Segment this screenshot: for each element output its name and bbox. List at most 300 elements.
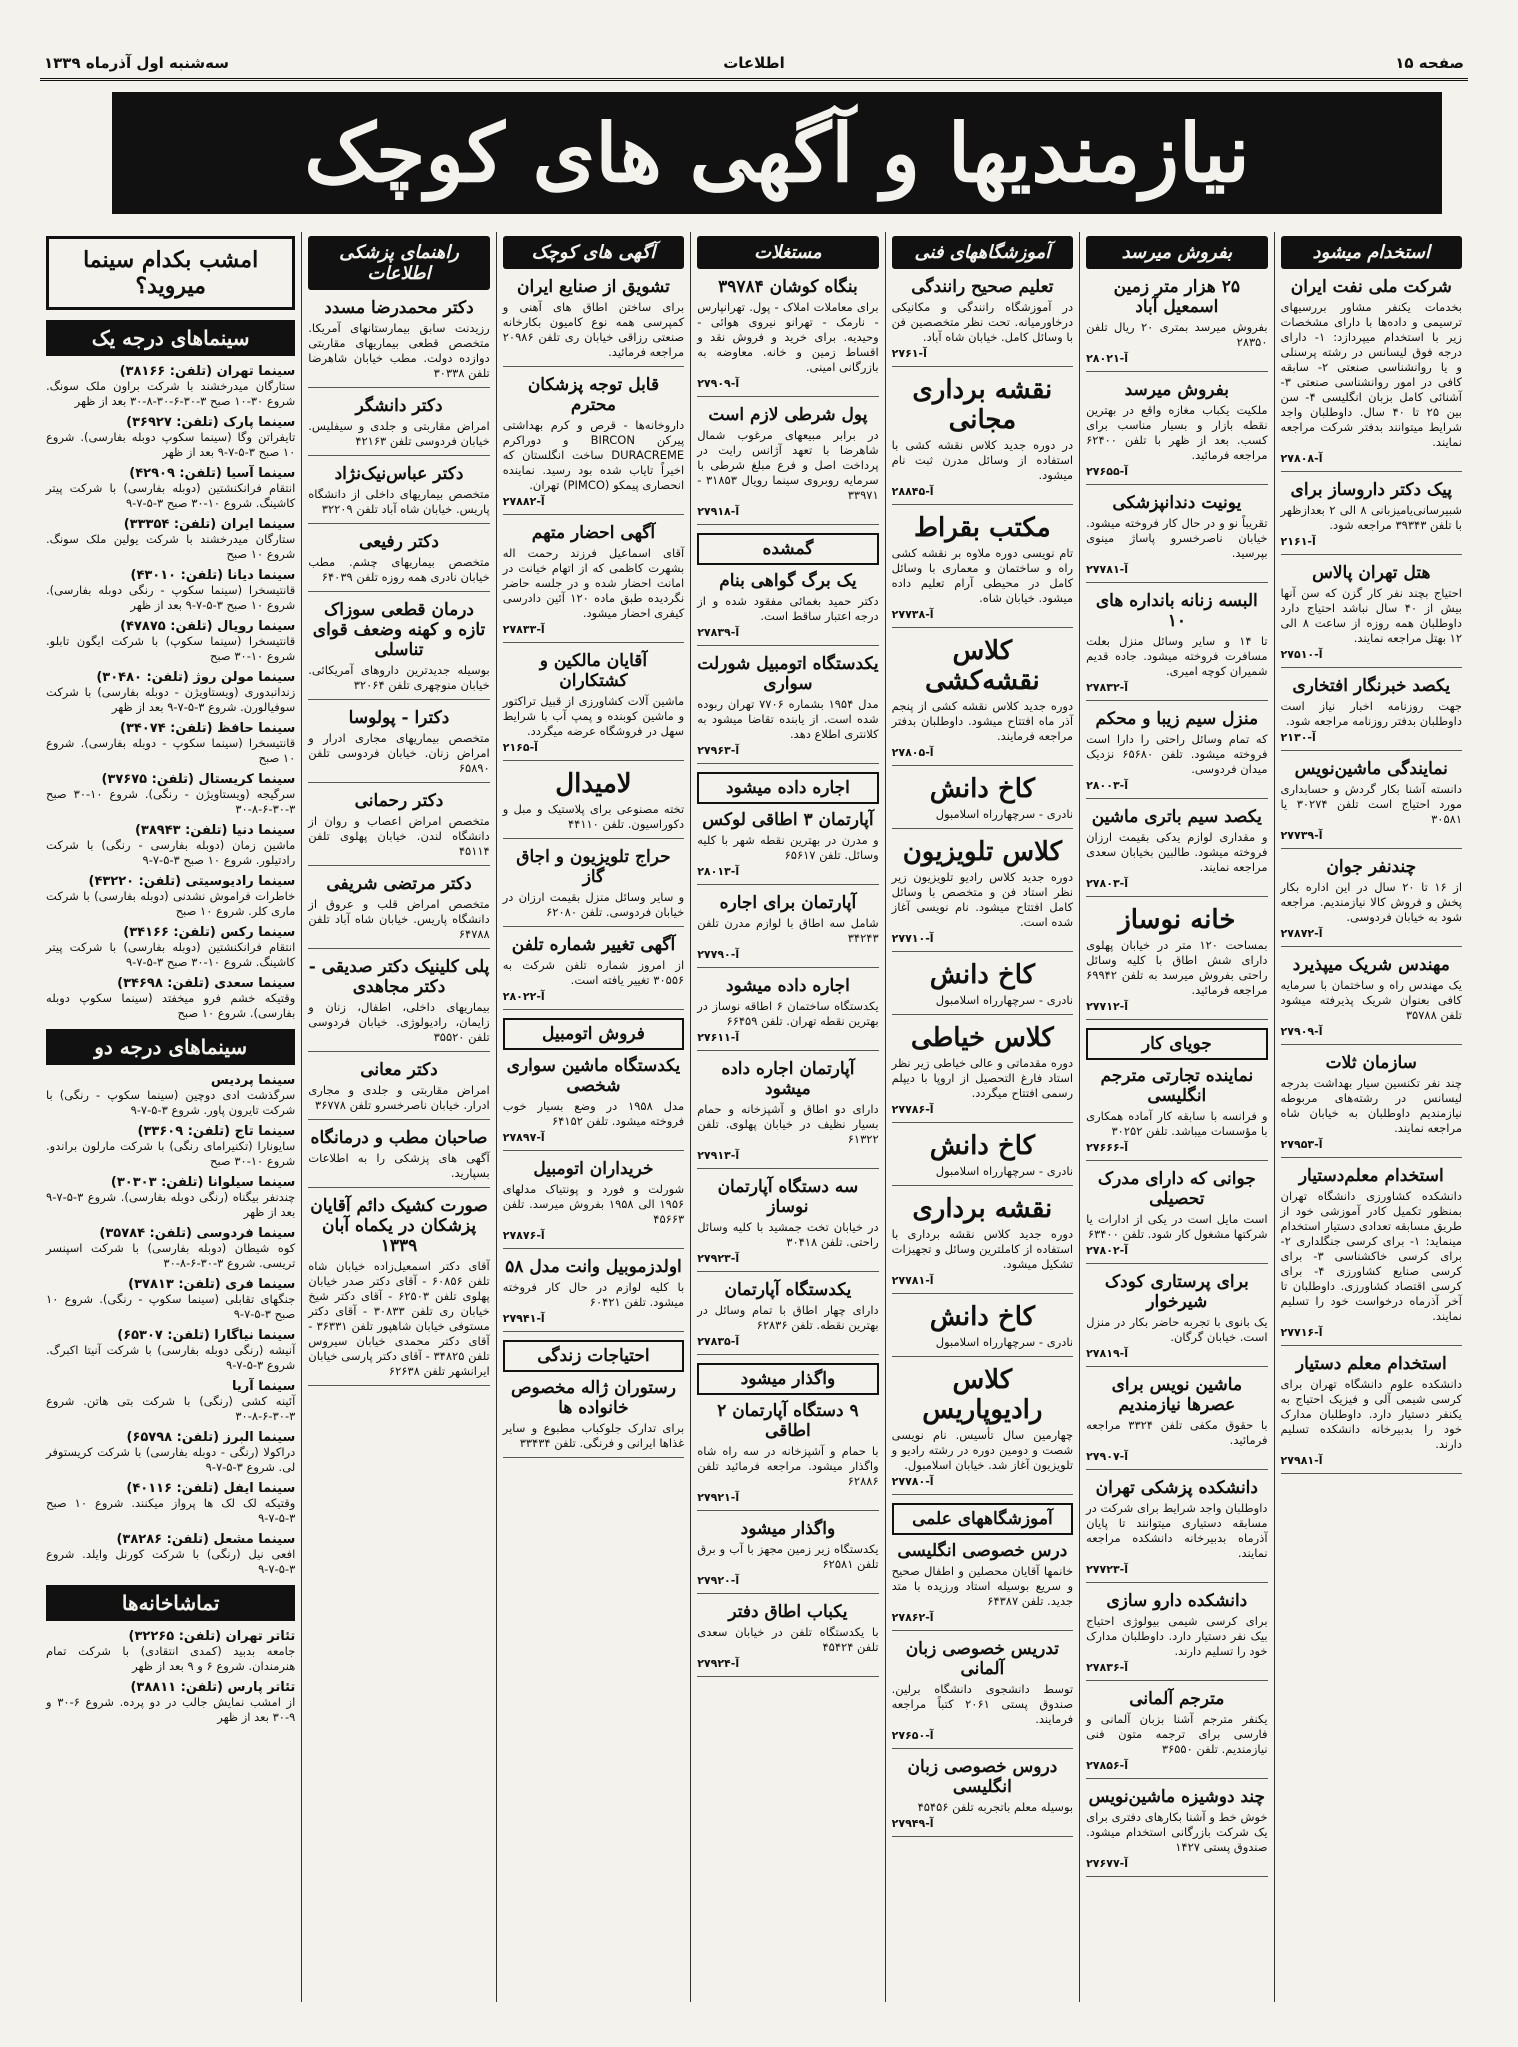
- classified-ad: [697, 1280, 878, 1355]
- cinema-program: چندنفر بیگناه (رنگی دوبله بفارسی). شروع ۳-۵-۷-۹ بعد از ظهر: [46, 1190, 296, 1219]
- classified-ad: [503, 1257, 684, 1332]
- ad-title: یکدستگاه آپارتمان: [724, 1280, 852, 1300]
- ad-code: آ-۲۷۶۱۱: [697, 1031, 740, 1044]
- classified-ad: [892, 277, 1073, 367]
- cinema-program: سرگیجه (ویستاویژن - رنگی). شروع ۱۰-۳۰ صبح ۳-۳۰-۶-۸-۳۰: [46, 787, 296, 816]
- ad-title: پول شرطی لازم است: [708, 405, 868, 425]
- ad-text: نادری - سرچهارراه اسلامبول: [935, 993, 1074, 1007]
- ad-text: چهارمین سال تأسیس. نام نویسی شصت و دومین دوره در رشته رادیو و تلویزیون آغاز شد. خیابان اسلامبول.: [891, 1428, 1074, 1472]
- ad-text: و فرانسه با سابقه کار آماده همکاری با مؤسسات میباشد. تلفن ۳۰۲۵۲: [1086, 1109, 1268, 1138]
- cinema-listing: [46, 925, 295, 970]
- ad-text: نادری - سرچهارراه اسلامبول: [935, 807, 1074, 821]
- ad-text: دوره مقدماتی و عالی خیاطی زیر نظر استاد فارغ التحصیل از اروپا با دیپلم رسمی افتتاح میگردد.: [891, 1056, 1074, 1100]
- ad-title: آپارتمان ۳ اطاقی لوکس: [702, 810, 874, 830]
- classified-ad: [1086, 380, 1267, 485]
- ad-title: مترجم آلمانی: [1129, 1689, 1225, 1709]
- cinema-listing: [46, 1226, 295, 1271]
- ad-title: کاخ دانش: [929, 1131, 1036, 1161]
- classified-ad: [697, 810, 878, 885]
- ad-title: نقشه برداری مجانی: [912, 375, 1053, 435]
- cinema-listing: [46, 1629, 295, 1674]
- ad-column: [301, 232, 495, 2002]
- ad-text: جهت روزنامه اخبار نیاز است داوطلبان بدفتر روزنامه مراجعه شود.: [1280, 699, 1462, 728]
- classified-ad: [892, 375, 1073, 505]
- ad-text: تام نویسی دوره ملاوه بر نقشه کشی راه و ساختمان و معماری با وسائل کامل در محیطی آرام تعلیم داده میشود. خیابان شاه.: [891, 546, 1074, 605]
- classified-ad: [503, 769, 684, 839]
- ad-title: واگذار میشود: [740, 1519, 836, 1539]
- ad-text: بمساحت ۱۲۰ متر در خیابان پهلوی دارای شش اطاق با کلیه وسائل راحتی بفروش میرسد به تلفن ۶۹۹۴۲ مراجعه فرمائید.: [1086, 938, 1268, 997]
- classified-ad: [697, 571, 878, 646]
- ad-code: آ-۲۸۰۲۲: [502, 990, 545, 1003]
- ad-text: متخصص بیماریهای مجاری ادرار و امراض زنان. خیابان فردوسی تلفن ۶۵۸۹۰: [308, 731, 490, 775]
- ad-title: یکباب اطاق دفتر: [728, 1602, 848, 1622]
- cinema-listing: [46, 823, 295, 868]
- ad-column: [40, 232, 301, 2002]
- ad-text: امراض مقاربتی و جلدی و مجاری ادرار. خیابان ناصرخسرو تلفن ۳۶۷۷۸: [308, 1083, 490, 1112]
- ad-text: یک بانوی با تجربه حاضر بکار در منزل است. خیابان گرگان.: [1086, 1315, 1268, 1344]
- cinema-program: انتقام فرانکنشتین (دوبله بفارسی) با شرکت پیتر کاشینگ. شروع ۱۰-۳۰ صبح ۳-۵-۷-۹: [46, 481, 296, 510]
- ad-text: دارای چهار اطاق با تمام وسائل در بهترین نقطه. تلفن ۶۲۸۳۶: [697, 1303, 879, 1332]
- ad-text: ملکیت یکباب مغازه واقع در بهترین نقطه بازار و بسیار مناسب برای کسب. بعد از ظهر با تلفن ۶۲۴۰۰ مراجعه فرمائید.: [1086, 403, 1268, 462]
- ad-text: دوره جدید کلاس نقشه کشی از پنجم آذر ماه افتتاح میشود. داوطلبان بدفتر مراجعه فرمایند.: [891, 699, 1074, 743]
- section-heading: سینماهای درجه یک: [46, 320, 295, 356]
- cinema-program: آنیشه (رنگی دوبله بفارسی) با شرکت آنیتا اکبرگ. شروع ۳-۵-۷-۹: [46, 1343, 296, 1372]
- cinema-name: سینما آریا: [232, 1379, 296, 1394]
- ad-text: و مقداری لوازم یدکی بقیمت ارزان فروخته میشود. طالبین بخیابان سعدی مراجعه نمایند.: [1086, 830, 1268, 874]
- classified-ad: [308, 1196, 489, 1386]
- cinema-name: سینما دنیا (تلفن: ۳۸۹۴۳): [134, 823, 296, 838]
- ad-title: سه دستگاه آپارتمان نوساز: [717, 1177, 859, 1217]
- cinema-listing: [46, 1430, 295, 1475]
- ad-title: استخدام معلم‌دستیار: [1298, 1166, 1444, 1186]
- ad-title: آگهی تغییر شماره تلفن: [511, 935, 676, 955]
- cinema-name: سینما فردوسی (تلفن: ۳۵۷۸۴): [99, 1226, 296, 1241]
- ad-text: یکدستگاه زیر زمین مجهز با آب و برق تلفن ۶۲۵۸۱: [697, 1542, 879, 1571]
- ad-text: دوره جدید کلاس رادیو تلویزیون زیر نظر استاد فن و متخصص با وسائل کامل افتتاح میشود. نام نویسی آغاز شده است.: [891, 870, 1074, 929]
- classified-ad: [308, 1060, 489, 1120]
- ad-text: با کلیه لوازم در حال کار فروخته میشود. تلفن ۶۰۴۲۱: [502, 1280, 685, 1309]
- ad-code: آ-۲۷۷۱۲: [1086, 1000, 1129, 1013]
- classified-ad: [1086, 1591, 1267, 1681]
- classified-ad: [892, 1302, 1073, 1357]
- section-heading: اجاره داده میشود: [697, 772, 878, 804]
- ad-title: چند دوشیزه ماشین‌نویس: [1088, 1787, 1265, 1807]
- ad-text: دانشکده کشاورزی دانشگاه تهران بمنظور تکمیل کادر آموزشی خود از طریق مسابقه تعدادی دستیار استخدام مینماید: ۱- برای کرسی جنگلداری ۲- برای کرسی خاکشناسی ۳- برای کرسی صنایع کشاورزی ۴- برای کرسی اقتصاد کشاورزی. داوطلبان تا آخر آذرماه درخواست خود را تسلیم نمایند.: [1280, 1189, 1463, 1323]
- section-heading: آموزشگاههای فنی: [892, 236, 1073, 269]
- classified-ad: [1086, 1787, 1267, 1877]
- ad-code: آ-۲۷۸۹۷: [502, 1131, 545, 1144]
- classified-ad: [1281, 676, 1462, 751]
- cinema-program: ستارگان میدرخشند با شرکت براون ملک سونگ. شروع ۳۰-۱۰ صبح ۳-۳۰-۶-۳۰-۸-۳۰ بعد از ظهر: [46, 379, 296, 408]
- cinema-name: سینما کریستال (تلفن: ۳۷۶۷۵): [101, 772, 296, 787]
- ad-title: نقشه برداری: [912, 1194, 1053, 1224]
- classified-ad: [892, 1757, 1073, 1837]
- ad-text: تخته مصنوعی برای پلاستیک و مبل و دکوراسیون. تلفن ۴۴۱۱۰: [502, 802, 685, 831]
- ad-code: آ-۲۷۸۰۲: [1086, 1244, 1129, 1257]
- section-heading: آگهی های کوچک: [503, 236, 684, 269]
- classified-ad: [1086, 277, 1267, 372]
- cinema-listing: [46, 1277, 295, 1322]
- classified-ad: [308, 532, 489, 592]
- ad-column: [885, 232, 1079, 2002]
- ad-title: منزل سیم زیبا و محکم: [1095, 709, 1259, 729]
- ad-code: آ-۲۷۹۱۳: [697, 1149, 740, 1162]
- ad-text: شورلت و فورد و پونتیاک مدلهای ۱۹۵۶ الی ۱۹۵۸ بفروش میرسد. تلفن ۴۵۶۶۳: [502, 1182, 685, 1226]
- ad-text: توسط دانشجوی دانشگاه برلین. صندوق پستی ۲۰۶۱ کتباً مراجعه فرمایند.: [891, 1682, 1074, 1726]
- ad-text: برای ساختن اطاق های آهنی و کمپرسی همه نوع کامیون بکارخانه صنعتی رزاقی خیابان ری تلفن ۲۰۹۸۶ مراجعه فرمائید.: [502, 300, 685, 359]
- ad-code: آ-۲۷۶۷۷: [1086, 1857, 1129, 1870]
- ad-text: دانسته آشنا بکار گردش و حسابداری مورد احتیاج است تلفن ۳۰۲۷۴ یا ۳۰۵۸۱: [1280, 782, 1462, 826]
- ad-code: آ-۲۷۸۷۲: [1280, 927, 1323, 940]
- ad-code: آ-۲۷۹۶۳: [697, 744, 740, 757]
- ad-text: احتیاج بچند نفر کار گزن که سن آنها بیش از ۴۰ سال نباشد احتیاج دارد داوطلبان همه روزه از ساعت ۸ الی ۱۲ بهتل مراجعه نمایند.: [1280, 586, 1462, 645]
- classified-ad: [308, 298, 489, 388]
- cinema-program: قانتیسخرا (سینما سکوپ) با شرکت ایگون تابلو. شروع ۱۰-۳۰ صبح: [46, 634, 296, 663]
- ad-title: مهندس شریک میپذیرد: [1292, 955, 1450, 975]
- ad-code: آ-۲۷۷۱۶: [1280, 1326, 1323, 1339]
- ad-title: آپارتمان اجاره داده میشود: [721, 1059, 855, 1099]
- ad-title: آقایان مالکین و کشتکاران: [539, 651, 648, 691]
- ad-text: رزیدنت سابق بیمارستانهای آمریکا. متخصص قطعی بیماریهای مقاربتی دوازده دولت. مطب خیابان شاهرضا تلفن ۳۰۳۳۸: [308, 321, 490, 380]
- cinema-listing: [46, 1328, 295, 1373]
- ad-text: داروخانه‌ها - قرص و کرم بهداشتی پیرکن BIRCON و دوراکرم DURACREME ساخت انگلستان که اخیراً تایاب شده بود رسید. نماینده انحصاری پیمکو (PIMCO) تهران.: [502, 418, 685, 492]
- ad-code: آ-۲۷۷۸۶: [891, 1103, 934, 1116]
- ad-title: بنگاه کوشان ۳۹۷۸۴: [718, 277, 858, 297]
- cinema-listing: [46, 874, 295, 919]
- cinema-listing: [46, 619, 295, 664]
- classified-ad: [697, 893, 878, 968]
- classified-ad: [892, 960, 1073, 1015]
- cinema-name: سینما پردیس: [210, 1073, 296, 1088]
- cinema-name: سینما ایران (تلفن: ۳۳۳۵۴): [123, 517, 296, 532]
- ad-text: دانشکده علوم دانشگاه تهران برای کرسی شیمی آلی و فیزیک احتیاج به یکنفر دستیار دارد. داوطلبان مدارک خود را بدبیرخانه دانشکده تسلیم دارند.: [1280, 1377, 1462, 1451]
- ad-code: آ-۲۷۸۳۵: [697, 1335, 740, 1348]
- ad-text: دوره جدید کلاس نقشه برداری با استفاده از کاملترین وسائل و تجهیزات تشکیل میشود.: [891, 1227, 1074, 1271]
- ad-code: آ-۲۷۸۷۶: [502, 1229, 545, 1242]
- cinema-listing: [46, 568, 295, 613]
- ad-title: بفروش میرسد: [1124, 380, 1229, 400]
- ad-title: تشویق از صنایع ایران: [517, 277, 670, 297]
- classified-ad: [1281, 1354, 1462, 1474]
- ad-title: درمان قطعی سوزاک تازه و کهنه وضعف قوای تناسلی: [312, 600, 486, 660]
- ad-title: کاخ دانش: [929, 960, 1036, 990]
- cinema-listing: [46, 1481, 295, 1526]
- ad-text: شامل سه اطاق با لوازم مدرن تلفن ۳۴۲۴۳: [697, 916, 879, 945]
- ad-code: آ-۲۷۹۲۴: [697, 1657, 740, 1670]
- ad-text: متخصص امراض قلب و عروق از دانشگاه پاریس. خیابان شاه آباد تلفن ۶۴۷۸۸: [308, 897, 490, 941]
- ad-title: دکترا - پولوسا: [348, 708, 450, 728]
- cinema-listing: [46, 1175, 295, 1220]
- ad-title: یکصد سیم باتری ماشین: [1091, 807, 1262, 827]
- cinema-name: سینما رادیوسیتی (تلفن: ۴۳۲۲۰): [88, 874, 296, 889]
- ad-text: شبیرسانی‌یامیزبانی ۸ الی ۲ بعدازظهر با تلفن ۳۹۳۴۳ مراجعه شود.: [1280, 503, 1462, 532]
- classified-ad: [1281, 277, 1462, 472]
- ad-title: درس خصوصی انگلیسی: [897, 1541, 1068, 1561]
- classified-ad: [503, 375, 684, 515]
- classified-ad: [892, 774, 1073, 829]
- cinema-name: سینما نیاگارا (تلفن: ۶۵۳۰۷): [117, 1328, 296, 1343]
- cinema-listing: [46, 976, 295, 1021]
- ad-code: آ-۲۷۶۵۰: [891, 1729, 934, 1742]
- classified-ad: [308, 957, 489, 1052]
- section-heading: آموزشگاههای علمی: [892, 1503, 1073, 1535]
- cinema-program: کوه شیطان (دوبله بفارسی) با شرکت اسپنسر تریسی. شروع ۳-۳۰-۶-۸-۳۰: [46, 1241, 296, 1270]
- classified-ad: [892, 1365, 1073, 1495]
- cinema-listing: [46, 415, 295, 460]
- classified-ad: [697, 1177, 878, 1272]
- classified-ad: [503, 935, 684, 1010]
- ad-title: هتل تهران پالاس: [1312, 563, 1431, 583]
- cinema-listing: [46, 466, 295, 511]
- cinema-program: قانتیسخرا (سینما سکوپ - رنگی دوبله بفارسی). شروع ۱۰ صبح ۳-۵-۷-۹ بعد از ظهر: [46, 583, 296, 612]
- cinema-name: سینما آسیا (تلفن: ۴۲۹۰۹): [129, 466, 296, 481]
- classified-ad: [1086, 709, 1267, 799]
- classified-ad: [308, 874, 489, 949]
- cinema-program: سرگذشت ادی دوچین (سینما سکوپ - رنگی) با شرکت تایرون پاور. شروع ۳-۵-۷-۹: [46, 1088, 296, 1117]
- cinema-name: سینما سعدی (تلفن: ۳۴۶۹۸): [117, 976, 296, 991]
- ad-code: آ-۲۷۹۱۸: [697, 505, 740, 518]
- ad-text: در آموزشگاه رانندگی و مکانیکی درخاورمیانه. تحت نظر متخصصین فن با وسائل کامل. خیابان شاه آباد.: [891, 300, 1074, 344]
- ad-code: آ-۲۷۸۳۶: [1086, 1661, 1129, 1674]
- ad-code: آ-۲۷۶۱: [891, 347, 927, 360]
- classified-ad: [1281, 480, 1462, 555]
- cinema-name: سینما پارک (تلفن: ۳۶۹۲۷): [126, 415, 296, 430]
- ad-title: برای پرستاری کودک شیرخوار: [1104, 1272, 1249, 1312]
- cinema-listing: [46, 1532, 295, 1577]
- ad-text: تا ۱۴ و سایر وسائل منزل بعلت مسافرت فروخته میشود. جاده قدیم شمیران کوچه امیری.: [1086, 634, 1268, 678]
- ad-code: آ-۲۷۷۲۳: [1086, 1563, 1129, 1576]
- ad-code: آ-۲۸۰۱۳: [697, 865, 740, 878]
- ad-title: نماینده تجارتی مترجم انگلیسی: [1100, 1066, 1254, 1106]
- ad-title: چندنفر جوان: [1326, 857, 1417, 877]
- cinema-name: سینما البرز (تلفن: ۶۵۷۹۸): [126, 1430, 296, 1445]
- ad-text: مدل ۱۹۵۴ بشماره ۷۷۰۶ تهران ربوده شده است. از یابنده تقاضا میشود به کلانتری اطلاع دهد.: [697, 697, 879, 741]
- ad-text: مدل ۱۹۵۸ در وضع بسیار خوب فروخته میشود. تلفن ۶۴۱۵۲: [502, 1099, 685, 1128]
- cinema-name: سینما رویال (تلفن: ۴۷۸۷۵): [120, 619, 296, 634]
- ad-text: خانمها آقایان محصلین و اطفال صحیح و سریع بوسیله استاد ورزیده با متد جدید. تلفن ۶۴۳۸۷: [891, 1564, 1074, 1608]
- ad-text: در برابر مبیعهای مرغوب شمال شاهرضا با تعهد آژانس رایت در پرداخت اصل و فرع مبلغ شرطی با سرمایه روبروی سینما رویال ۳۱۸۵۳ - ۳۳۹۷۱: [697, 428, 879, 502]
- ad-columns: [40, 232, 1468, 2002]
- ad-code: آ-۲۷۹۵۳: [1280, 1138, 1323, 1151]
- cinema-name: سینما ایفل (تلفن: ۴۰۱۱۶): [126, 1481, 296, 1496]
- ad-text: در خیابان تخت جمشید با کلیه وسائل راحتی. تلفن ۳۰۴۱۸: [697, 1220, 879, 1249]
- section-heading: تماشاخانه‌ها: [46, 1585, 295, 1621]
- cinema-program: وقتیکه لک لک ها پرواز میکنند. شروع ۱۰ صبح ۳-۵-۷-۹: [46, 1496, 296, 1525]
- classified-ad: [697, 1602, 878, 1677]
- ad-title: دکتر معانی: [360, 1060, 438, 1080]
- ad-title: کلاس خیاطی: [910, 1023, 1054, 1053]
- ad-title: یکصد خبرنگار افتخاری: [1292, 676, 1451, 696]
- ad-title: تعلیم صحیح رانندگی: [911, 277, 1054, 297]
- classified-ad: [1086, 591, 1267, 701]
- ad-title: دکتر محمدرضا مسدد: [324, 298, 474, 318]
- classified-ad: [503, 1056, 684, 1151]
- classified-ad: [892, 837, 1073, 952]
- classified-ad: [503, 523, 684, 643]
- classified-ad: [892, 1131, 1073, 1186]
- classified-ad: [503, 651, 684, 761]
- classified-ad: [1086, 1066, 1267, 1161]
- ad-title: دکتر دانشگر: [355, 396, 443, 416]
- ad-code: آ-۲۷۸۸۲: [502, 495, 545, 508]
- classified-ad: [1281, 1166, 1462, 1346]
- ad-code: آ-۲۷۵۱۰: [1280, 648, 1323, 661]
- ad-column: [690, 232, 884, 2002]
- ad-code: آ-۲۷۸۰۳: [1086, 877, 1129, 890]
- cinema-program: جنگهای تقابلی (سینما سکوپ - رنگی). شروع ۱۰ صبح ۳-۵-۷-۹: [46, 1292, 296, 1321]
- page-number: صفحه ۱۵: [1395, 54, 1464, 72]
- ad-text: برای کرسی شیمی بیولوژی احتیاج بیک نفر دستیار دارد. داوطلبان مدارک خود را تسلیم دارند.: [1086, 1614, 1268, 1658]
- ad-text: برای معاملات املاک - پول. تهرانپارس - نارمک - تهرانو نیروی هوائی - وحیدیه. برای خرید و فروش نقد و اقساط زمین و خانه. معاوضه به بازرگانی امینی.: [697, 300, 879, 374]
- ad-code: آ-۲۷۷۳۹: [1280, 829, 1323, 842]
- ad-text: با حمام و آشپزخانه در سه راه شاه واگذار میشود. مراجعه فرمائید تلفن ۶۲۸۸۶: [697, 1444, 879, 1488]
- classified-ad: [697, 405, 878, 525]
- section-heading: واگذار میشود: [697, 1363, 878, 1395]
- ad-title: دانشکده دارو سازی: [1106, 1591, 1248, 1611]
- ad-title: یونیت دندانپزشکی: [1112, 493, 1242, 513]
- classified-ad: [1086, 1272, 1267, 1367]
- ad-text: ماشین آلات کشاورزی از قبیل تراکتور و ماشین کوبنده و پمپ آب با شرایط سهل در فروشگاه عرضه میگردد.: [502, 694, 685, 738]
- ad-title: اولدزموبیل وانت مدل ۵۸: [505, 1257, 682, 1277]
- classified-ad: [697, 1059, 878, 1169]
- ad-title: ۹ دستگاه آپارتمان ۲ اطاقی: [717, 1401, 859, 1441]
- top-bar: [40, 52, 1468, 81]
- ad-text: و مدرن در بهترین نقطه شهر با کلیه وسائل. تلفن ۶۵۶۱۷: [697, 833, 879, 862]
- cinema-name: سینما رکس (تلفن: ۳۴۱۶۶): [123, 925, 296, 940]
- cinema-name: سینما مولن روژ (تلفن: ۳۰۴۸۰): [96, 670, 296, 685]
- ad-code: آ-۲۷۹۰۹: [1280, 1025, 1323, 1038]
- ad-title: استخدام معلم دستیار: [1295, 1354, 1447, 1374]
- classified-ad: [503, 277, 684, 367]
- ad-text: یک مهندس راه و ساختمان با سرمایه کافی بعنوان شریک پذیرفته میشود تلفن ۳۵۷۸۸: [1280, 978, 1462, 1022]
- section-heading: بفروش میرسد: [1086, 236, 1267, 269]
- ad-text: یکنفر مترجم آشنا بزبان آلمانی و فارسی برای ترجمه متون فنی نیازمندیم. تلفن ۳۶۵۵۰: [1086, 1712, 1268, 1756]
- classified-ad: [308, 600, 489, 700]
- section-heading: استخدام میشود: [1281, 236, 1462, 269]
- ad-title: دروس خصوصی زبان انگلیسی: [907, 1757, 1058, 1797]
- cinema-program: دراکولا (رنگی - دوبله بفارسی) با شرکت کریستوفر لی. شروع ۳-۵-۷-۹: [46, 1445, 296, 1474]
- ad-code: آ-۲۷۸۳۹: [697, 626, 740, 639]
- cinema-program: قانتیسخرا (سینما سکوپ - دوبله بفارسی). شروع ۱۰ صبح: [46, 736, 296, 765]
- ad-title: آپارتمان برای اجاره: [719, 893, 857, 913]
- classified-ad: [308, 708, 489, 783]
- ad-code: آ-۲۷۷۸۰: [891, 1475, 934, 1488]
- ad-code: آ-۲۷۹۲۰: [697, 1574, 740, 1587]
- ad-text: یکدستگاه ساختمان ۶ اطاقه نوساز در بهترین نقطه تهران. تلفن ۶۶۴۵۹: [697, 999, 879, 1028]
- classified-ad: [697, 1519, 878, 1594]
- ad-text: دارای دو اطاق و آشپزخانه و حمام بسیار نظیف در خیابان پهلوی. تلفن ۶۱۳۲۲: [697, 1102, 879, 1146]
- ad-title: پلی کلینیک دکتر صدیقی - دکتر مجاهدی: [308, 957, 490, 997]
- cinema-name: سینما مشعل (تلفن: ۳۸۲۸۶): [116, 1532, 296, 1547]
- ad-title: دکتر عباس‌نیک‌نژاد: [334, 464, 464, 484]
- ad-title: یکدستگاه ماشین سواری شخصی: [506, 1056, 681, 1096]
- ad-code: آ-۲۷۸۳۲: [1086, 681, 1129, 694]
- ad-text: آقای اسماعیل فرزند رحمت اله بشهرت کاظمی که از اتهام خیانت در امانت احضار شده و در جلسه حاضر نگردیده طبق ماده ۱۲۰ آئین دادرسی کیفری احضار میشود.: [502, 546, 685, 620]
- ad-title: اجاره داده میشود: [725, 976, 850, 996]
- ad-code: آ-۲۷۹۸۱: [1280, 1454, 1323, 1467]
- classified-ad: [1281, 857, 1462, 947]
- cinema-program: افعی نیل (رنگی) با شرکت کورنل وایلد. شروع ۳-۵-۷-۹: [46, 1547, 296, 1576]
- section-heading: گمشده: [697, 533, 878, 565]
- ad-title: دانشکده پزشکی تهران: [1095, 1478, 1258, 1498]
- ad-code: آ-۲۷۹۲۳: [697, 1252, 740, 1265]
- ad-text: است مایل است در یکی از ادارات یا شرکتها مشغول کار شود. تلفن ۶۳۴۰۰: [1086, 1212, 1268, 1241]
- cinema-listing: [46, 1124, 295, 1169]
- ad-code: آ-۲۷۷۳۸: [891, 608, 934, 621]
- ad-code: آ-۲۸۰۲۱: [1086, 352, 1129, 365]
- issue-date: سه‌شنبه اول آذرماه ۱۳۳۹: [44, 54, 229, 72]
- cinema-listing: [46, 1073, 295, 1118]
- ad-code: آ-۲۷۷۸۱: [891, 1274, 934, 1287]
- cinema-program: ماشین زمان (دوبله بفارسی - رنگی) با شرکت رادتیلور. شروع ۱۰ صبح ۳-۵-۷-۹: [46, 838, 296, 867]
- ad-code: آ-۲۷۷۸۱: [1086, 563, 1129, 576]
- classified-ad: [1086, 1478, 1267, 1583]
- ad-code: آ-۲۷۹۴۱: [502, 1312, 545, 1325]
- cinema-program: جامعه بدبید (کمدی انتقادی) با شرکت تمام هنرمندان. شروع ۶ و ۹ بعد از ظهر: [46, 1644, 296, 1673]
- cinema-name: تئاتر پارس (تلفن: ۳۸۸۱۱): [130, 1680, 296, 1695]
- ad-code: آ-۲۷۶۵۵: [1086, 465, 1129, 478]
- ad-title: یکدستگاه اتومبیل شورلت سواری: [697, 654, 879, 694]
- ad-code: آ-۲۷۸۳۳: [502, 623, 545, 636]
- classified-ad: [892, 1541, 1073, 1631]
- classified-ad: [1086, 493, 1267, 583]
- ad-code: آ-۲۷۸۱۹: [1086, 1347, 1129, 1360]
- ad-code: آ-۲۷۸۵۶: [1086, 1759, 1129, 1772]
- cinema-program: سایونارا (تکنیرامای رنگی) با شرکت مارلون براندو. شروع ۱۰-۳۰ صبح: [46, 1139, 296, 1168]
- ad-title: قابل توجه پزشکان محترم: [527, 375, 660, 415]
- classified-ad: [1086, 905, 1267, 1020]
- ad-text: متخصص بیماریهای داخلی از دانشگاه پاریس. خیابان شاه آباد تلفن ۳۲۲۰۹: [308, 487, 490, 516]
- cinema-name: تئاتر تهران (تلفن: ۳۲۲۶۵): [128, 1629, 296, 1644]
- ad-code: آ-۲۸۰۰۳: [1086, 779, 1129, 792]
- section-heading: سینماهای درجه دو: [46, 1029, 295, 1065]
- ad-title: جوانی که دارای مدرک تحصیلی: [1097, 1169, 1256, 1209]
- classified-ad: [1281, 955, 1462, 1045]
- cinema-name: سینما فری (تلفن: ۳۷۸۱۳): [128, 1277, 296, 1292]
- classified-ad: [503, 1159, 684, 1249]
- classified-ad: [892, 1194, 1073, 1294]
- ad-title: دکتر رحمانی: [354, 791, 444, 811]
- ad-title: پیک دکتر داروساز برای: [1290, 480, 1453, 500]
- cinema-name: سینما سیلوانا (تلفن: ۳۰۳۰۳): [110, 1175, 296, 1190]
- ad-text: با یکدستگاه تلفن در خیابان سعدی تلفن ۴۵۴۲۴: [697, 1625, 879, 1654]
- ad-column: [1274, 232, 1468, 2002]
- classified-ad: [308, 464, 489, 524]
- classified-ad: [697, 277, 878, 397]
- ad-title: کلاس تلویزیون: [902, 837, 1063, 867]
- ad-text: که تمام وسائل راحتی را دارا است فروخته میشود. تلفن ۶۵۶۸۰ نزدیک میدان فردوسی.: [1086, 732, 1268, 776]
- ad-column: [496, 232, 690, 2002]
- ad-code: آ-۲۷۸۰۸: [1280, 452, 1323, 465]
- ad-code: آ-۲۱۶۵: [502, 741, 538, 754]
- section-heading: جویای کار: [1086, 1028, 1267, 1060]
- ad-text: دکتر حمید بغمائی مفقود شده و از درجه اعتبار ساقط است.: [697, 594, 879, 623]
- cinema-program: تایفراتن وگا (سینما سکوپ دوبله بفارسی). شروع ۱۰ صبح ۳-۵-۷-۹ بعد از ظهر: [46, 430, 296, 459]
- cinema-program: از امشب نمایش جالب در دو پرده. شروع ۶-۳۰ و ۹-۳۰ بعد از ظهر: [46, 1695, 296, 1724]
- ad-text: بفروش میرسد بمتری ۲۰ ریال تلفن ۲۸۳۵۰: [1086, 320, 1268, 349]
- ad-text: متخصص امراض اعصاب و روان از دانشگاه لندن. خیابان پهلوی تلفن ۴۵۱۱۴: [308, 814, 490, 858]
- classified-ad: [1281, 563, 1462, 668]
- ad-code: آ-۲۷۸۰۵: [891, 746, 934, 759]
- ad-text: بوسیله جدیدترین داروهای آمریکائی. خیابان منوچهری تلفن ۳۲۰۶۴: [308, 663, 490, 692]
- ad-code: آ-۲۷۶۶۶: [1086, 1141, 1129, 1154]
- ad-title: دکتر رفیعی: [359, 532, 439, 552]
- ad-title: شرکت ملی نفت ایران: [1290, 277, 1452, 297]
- classified-ad: [1281, 1053, 1462, 1158]
- ad-text: برای تدارک جلوکباب مطبوع و سایر غذاها ایرانی و فرنگی. تلفن ۳۳۴۳۴: [502, 1421, 685, 1450]
- classified-ad: [503, 1378, 684, 1458]
- classified-ad: [308, 1128, 489, 1188]
